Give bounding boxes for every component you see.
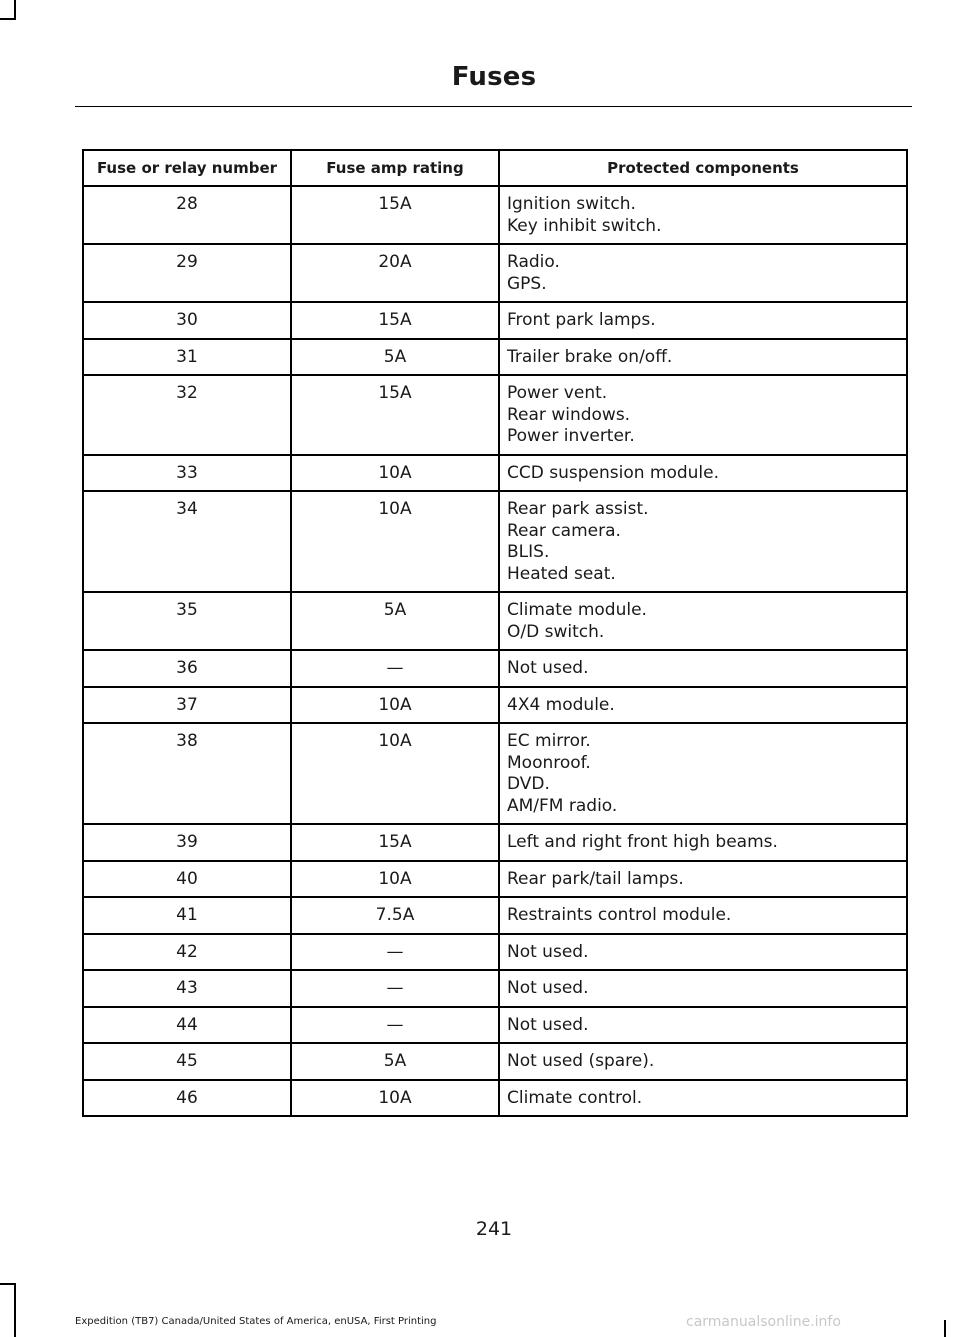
amp-rating-cell: 15A bbox=[291, 302, 499, 339]
protected-components-cell bbox=[499, 1007, 907, 1044]
amp-rating-cell: 10A bbox=[291, 455, 499, 492]
table-row bbox=[83, 824, 907, 861]
component-line: EC mirror. bbox=[507, 731, 591, 751]
fuse-number-cell: 37 bbox=[83, 687, 291, 724]
protected-components-cell bbox=[499, 244, 907, 302]
protected-components-cell bbox=[499, 934, 907, 971]
title-divider bbox=[75, 106, 912, 107]
component-line: Not used (spare). bbox=[507, 1051, 655, 1071]
amp-rating-cell: — bbox=[291, 1007, 499, 1044]
amp-rating-cell: 10A bbox=[291, 1080, 499, 1117]
fuse-number-cell: 43 bbox=[83, 970, 291, 1007]
protected-components-cell bbox=[499, 897, 907, 934]
amp-rating-cell: — bbox=[291, 650, 499, 687]
protected-components-cell bbox=[499, 455, 907, 492]
table-row bbox=[83, 687, 907, 724]
amp-rating-cell: 15A bbox=[291, 375, 499, 455]
component-line: Trailer brake on/off. bbox=[507, 346, 673, 367]
component-line: Power vent. bbox=[507, 383, 608, 403]
fuse-number-cell: 42 bbox=[83, 934, 291, 971]
component-line: BLIS. bbox=[507, 542, 550, 562]
component-line: Radio. bbox=[507, 252, 560, 272]
protected-components-cell bbox=[499, 491, 907, 592]
component-line: Ignition switch. bbox=[507, 194, 636, 214]
protected-components-cell bbox=[499, 1043, 907, 1080]
table-row bbox=[83, 455, 907, 492]
amp-rating-cell: 15A bbox=[291, 186, 499, 244]
table-row bbox=[83, 302, 907, 339]
component-line: DVD. bbox=[507, 774, 550, 794]
table-row bbox=[83, 244, 907, 302]
fuse-number-cell: 34 bbox=[83, 491, 291, 592]
component-line: AM/FM radio. bbox=[507, 795, 618, 816]
component-line: Left and right front high beams. bbox=[507, 832, 778, 852]
protected-components-cell bbox=[499, 302, 907, 339]
fuse-number-cell: 35 bbox=[83, 592, 291, 650]
fuse-number-cell: 33 bbox=[83, 455, 291, 492]
watermark: carmanualsonline.info bbox=[686, 1314, 841, 1330]
component-line: Not used. bbox=[507, 1014, 589, 1035]
component-line: Not used. bbox=[507, 978, 589, 998]
table-row bbox=[83, 861, 907, 898]
component-line: 4X4 module. bbox=[507, 694, 615, 715]
amp-rating-cell: 15A bbox=[291, 824, 499, 861]
page-number: 241 bbox=[475, 1218, 513, 1240]
crop-mark-top-left bbox=[14, 0, 16, 20]
column-header-amp-rating: Fuse amp rating bbox=[291, 150, 499, 186]
component-line: Front park lamps. bbox=[507, 310, 656, 330]
footer-text: Expedition (TB7) Canada/United States of America, enUSA, First Printing bbox=[75, 1316, 437, 1327]
table-row bbox=[83, 1007, 907, 1044]
column-header-protected-components: Protected components bbox=[499, 150, 907, 186]
amp-rating-cell: 10A bbox=[291, 723, 499, 824]
component-line: Rear windows. bbox=[507, 404, 631, 425]
table-header-row bbox=[83, 150, 907, 186]
fuse-number-cell: 46 bbox=[83, 1080, 291, 1117]
amp-rating-cell: 5A bbox=[291, 592, 499, 650]
fuse-table-body bbox=[83, 186, 907, 1116]
amp-rating-cell: 5A bbox=[291, 1043, 499, 1080]
table-row bbox=[83, 723, 907, 824]
amp-rating-cell: 20A bbox=[291, 244, 499, 302]
fuse-number-cell: 45 bbox=[83, 1043, 291, 1080]
table-row bbox=[83, 934, 907, 971]
component-line: GPS. bbox=[507, 273, 547, 294]
fuse-number-cell: 36 bbox=[83, 650, 291, 687]
protected-components-cell bbox=[499, 723, 907, 824]
page-title: Fuses bbox=[451, 62, 537, 92]
column-header-fuse-number: Fuse or relay number bbox=[83, 150, 291, 186]
amp-rating-cell: 7.5A bbox=[291, 897, 499, 934]
table-row bbox=[83, 1043, 907, 1080]
fuse-number-cell: 44 bbox=[83, 1007, 291, 1044]
table-row bbox=[83, 897, 907, 934]
amp-rating-cell: — bbox=[291, 970, 499, 1007]
protected-components-cell bbox=[499, 339, 907, 376]
table-row bbox=[83, 970, 907, 1007]
protected-components-cell bbox=[499, 592, 907, 650]
component-line: Heated seat. bbox=[507, 563, 616, 584]
crop-mark-bottom-left-h bbox=[0, 1283, 16, 1285]
fuse-number-cell: 39 bbox=[83, 824, 291, 861]
protected-components-cell bbox=[499, 970, 907, 1007]
crop-mark-bottom-right bbox=[944, 1320, 946, 1337]
fuse-number-cell: 32 bbox=[83, 375, 291, 455]
amp-rating-cell: 10A bbox=[291, 861, 499, 898]
component-line: CCD suspension module. bbox=[507, 462, 720, 483]
component-line: O/D switch. bbox=[507, 621, 605, 642]
component-line: Climate control. bbox=[507, 1087, 643, 1108]
table-row bbox=[83, 375, 907, 455]
protected-components-cell bbox=[499, 650, 907, 687]
fuse-number-cell: 29 bbox=[83, 244, 291, 302]
amp-rating-cell: 10A bbox=[291, 687, 499, 724]
amp-rating-cell: — bbox=[291, 934, 499, 971]
component-line: Key inhibit switch. bbox=[507, 215, 662, 236]
table-row bbox=[83, 491, 907, 592]
fuse-number-cell: 40 bbox=[83, 861, 291, 898]
fuse-number-cell: 30 bbox=[83, 302, 291, 339]
protected-components-cell bbox=[499, 687, 907, 724]
fuse-number-cell: 31 bbox=[83, 339, 291, 376]
protected-components-cell bbox=[499, 375, 907, 455]
component-line: Rear park assist. bbox=[507, 499, 649, 519]
component-line: Rear park/tail lamps. bbox=[507, 868, 684, 889]
protected-components-cell bbox=[499, 186, 907, 244]
amp-rating-cell: 5A bbox=[291, 339, 499, 376]
fuse-table bbox=[82, 149, 908, 1117]
fuse-number-cell: 38 bbox=[83, 723, 291, 824]
crop-mark-top-left-h bbox=[0, 18, 16, 20]
fuse-number-cell: 41 bbox=[83, 897, 291, 934]
table-row bbox=[83, 186, 907, 244]
table-row bbox=[83, 1080, 907, 1117]
component-line: Not used. bbox=[507, 658, 589, 678]
fuse-number-cell: 28 bbox=[83, 186, 291, 244]
protected-components-cell bbox=[499, 1080, 907, 1117]
component-line: Climate module. bbox=[507, 600, 647, 620]
table-row bbox=[83, 592, 907, 650]
crop-mark-bottom-left bbox=[14, 1283, 16, 1337]
component-line: Not used. bbox=[507, 941, 589, 962]
protected-components-cell bbox=[499, 861, 907, 898]
component-line: Rear camera. bbox=[507, 520, 621, 541]
table-row bbox=[83, 339, 907, 376]
amp-rating-cell: 10A bbox=[291, 491, 499, 592]
protected-components-cell bbox=[499, 824, 907, 861]
component-line: Power inverter. bbox=[507, 426, 635, 446]
component-line: Moonroof. bbox=[507, 752, 591, 773]
table-row bbox=[83, 650, 907, 687]
component-line: Restraints control module. bbox=[507, 905, 732, 925]
